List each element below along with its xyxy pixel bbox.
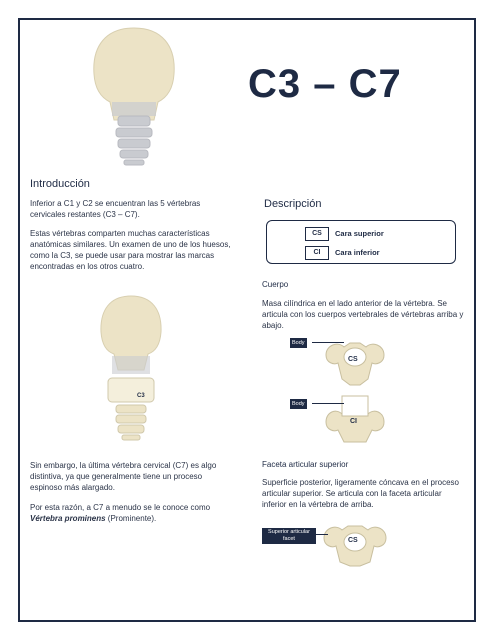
legend-code-ci: CI — [305, 246, 329, 260]
body-pointer-2 — [312, 403, 344, 404]
prominens-paragraph — [30, 502, 235, 524]
vertebra-label-ci: CI — [350, 418, 357, 425]
facet-tag: Superior articular facet — [262, 528, 316, 544]
prominens-term: Vértebra prominens — [30, 514, 106, 523]
faceta-text: Superficie posterior, ligeramente cóncava en el proceso articular superior. Se articula con la faceta articular inferior en la vértebra de arriba. — [262, 478, 459, 509]
skull-spine-top-illustration — [88, 24, 180, 166]
vertebra-label-cs-2: CS — [348, 537, 358, 544]
cuerpo-text: Masa cilíndrica en el lado anterior de la vértebra. Se articula con los cuerpos vertebrales de vértebras arriba y abajo. — [262, 299, 464, 330]
faceta-heading: Faceta articular superior — [262, 460, 349, 469]
prominens-suffix: (Prominente). — [105, 514, 157, 523]
intro-heading: Introducción — [30, 178, 90, 190]
legend-label-ci: Cara inferior — [335, 248, 380, 257]
prominens-prefix: Por esta razón, a C7 a menudo se le conoce como — [30, 503, 211, 512]
legend-label-cs: Cara superior — [335, 229, 384, 238]
legend-code-cs: CS — [305, 227, 329, 241]
vertebra-label-cs-1: CS — [348, 356, 358, 363]
skull-c3-illustration — [96, 292, 166, 442]
legend-box — [266, 220, 456, 264]
cuerpo-heading: Cuerpo — [262, 280, 289, 289]
description-heading: Descripción — [264, 198, 322, 210]
body-pointer-1 — [312, 342, 344, 343]
body-tag-2: Body — [292, 401, 305, 407]
c7-paragraph: Sin embargo, la última vértebra cervical (C7) es algo distintiva, ya que generalmente tiene un proceso espinoso más alargado. — [30, 461, 217, 492]
c3-figure-label: C3 — [137, 393, 145, 399]
intro-paragraph-1: Inferior a C1 y C2 se encuentran las 5 vértebras cervicales restantes (C3 – C7). — [30, 199, 201, 219]
intro-paragraph-2: Estas vértebras comparten muchas características anatómicas similares. Un examen de uno de los huesos, como la C3, se puede usar para mostrar las marcas encontradas en los otros cuatro. — [30, 229, 231, 271]
facet-pointer — [316, 534, 328, 535]
body-tag-1: Body — [292, 340, 305, 346]
page-title: C3 – C7 — [248, 62, 402, 106]
